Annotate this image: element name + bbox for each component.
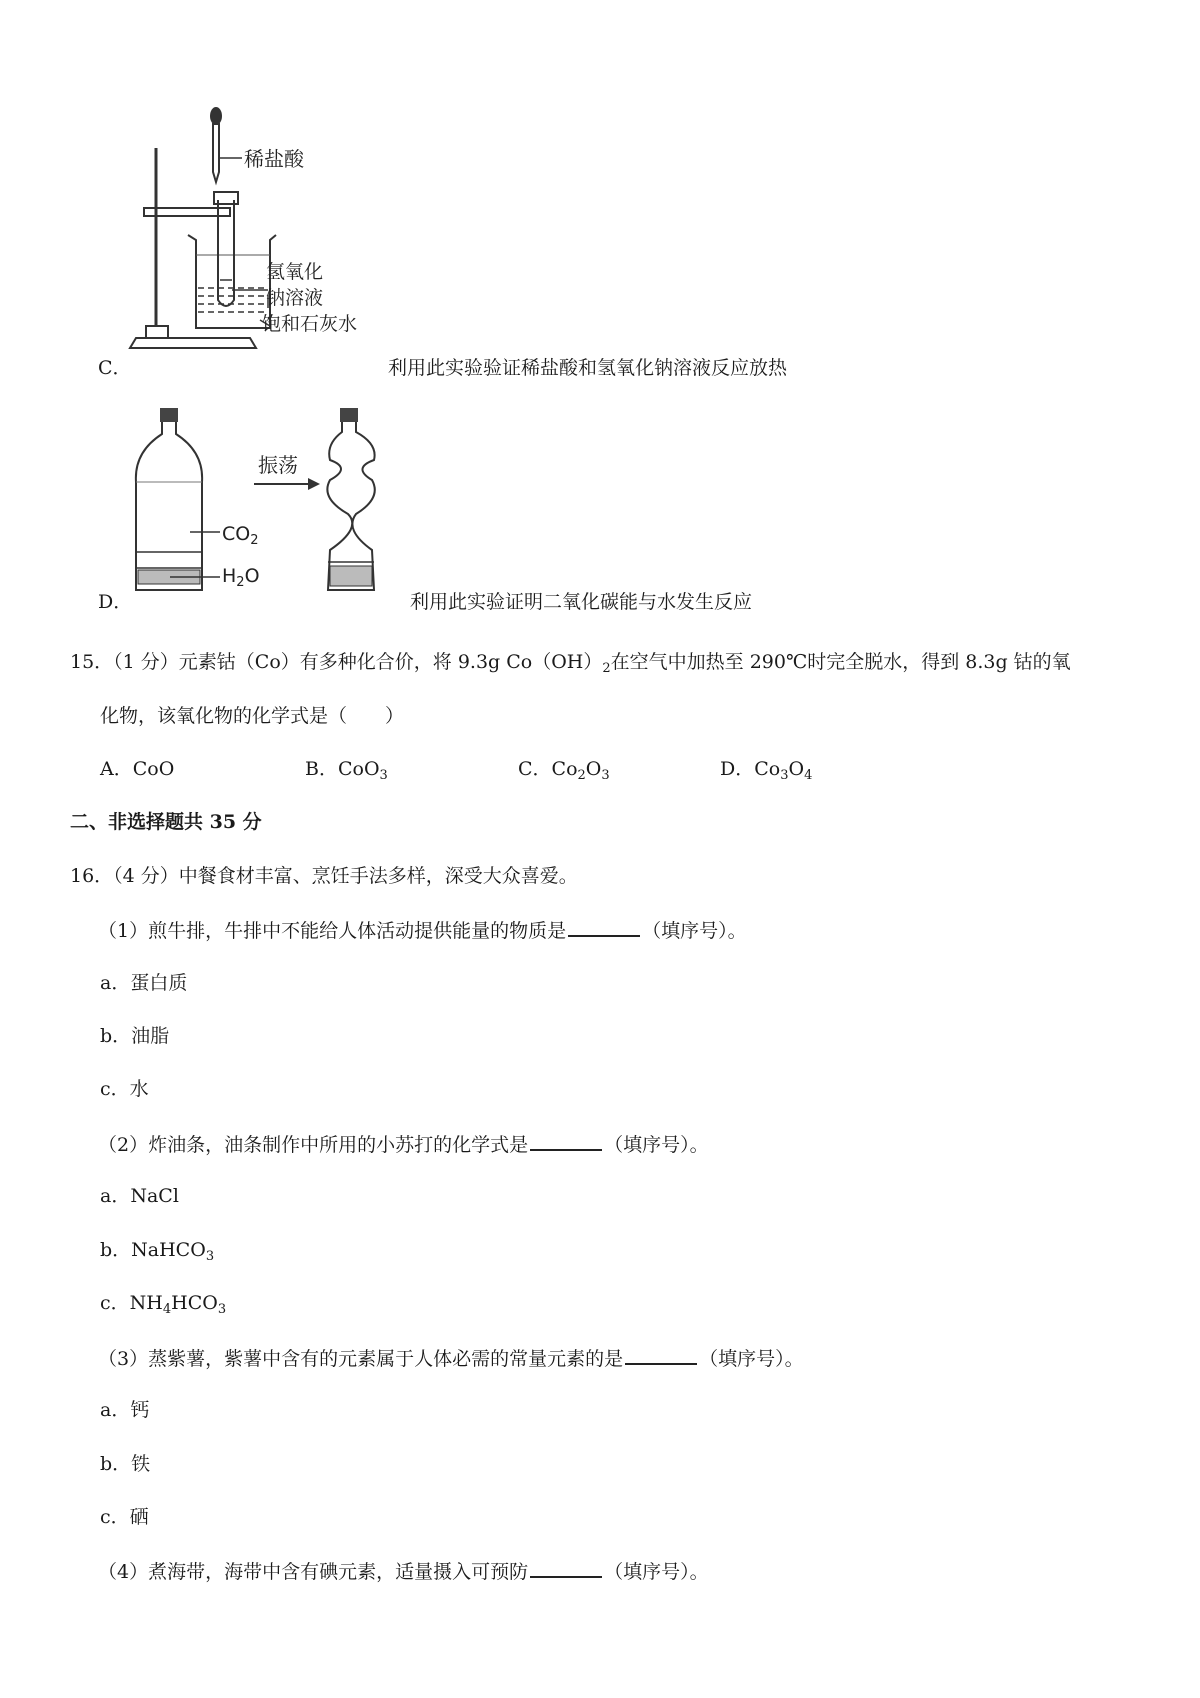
option-d-text: 利用此实验证明二氧化碳能与水发生反应 [410, 591, 753, 613]
label-h2o: $H_2O$ [222, 565, 260, 590]
q15-line2: 化物，该氧化物的化学式是（ ） [100, 705, 405, 727]
label-co2: $CO_2$ [222, 523, 259, 548]
option-c-text: 利用此实验验证稀盐酸和氢氧化钠溶液反应放热 [388, 357, 788, 379]
q16-intro: 16．（4 分）中餐食材丰富、烹饪手法多样，深受大众喜爱。 [70, 865, 578, 887]
q16-part2-option-c: c．$NH_4HCO_3$ [100, 1292, 227, 1317]
q15-option-c: C．$Co_2O_3$ [518, 758, 610, 783]
label-naoh-line1: 氢氧化 [266, 261, 324, 283]
q16-part1-option-b: b．油脂 [100, 1025, 170, 1047]
label-shake: 振荡 [258, 453, 298, 477]
label-naoh-line2: 钠溶液 [266, 287, 324, 309]
q16-part2: （2）炸油条，油条制作中所用的小苏打的化学式是 （填序号）。 [98, 1131, 709, 1157]
answer-blank-1[interactable] [568, 917, 640, 937]
q15-option-d: D．$Co_3O_4$ [720, 758, 813, 783]
label-limewater: 饱和石灰水 [262, 313, 358, 335]
q16-part1-option-a: a．蛋白质 [100, 972, 188, 994]
q16-part1-option-c: c．水 [100, 1078, 149, 1100]
option-d-letter: D． [98, 591, 133, 613]
q16-part1: （1）煎牛排，牛排中不能给人体活动提供能量的物质是 （填序号）。 [98, 917, 747, 943]
section-heading: 二、非选择题共 35 分 [70, 811, 262, 833]
figure-d-bottles [130, 402, 420, 602]
q16-part2-option-a: a．NaCl [100, 1185, 179, 1207]
q16-part3-option-a: a．钙 [100, 1399, 150, 1421]
figure-c-apparatus [120, 100, 380, 360]
option-c-letter: C． [98, 357, 132, 379]
answer-blank-4[interactable] [530, 1558, 602, 1578]
answer-blank-2[interactable] [530, 1131, 602, 1151]
q16-part4: （4）煮海带，海带中含有碘元素，适量摄入可预防 （填序号）。 [98, 1558, 709, 1584]
answer-blank-3[interactable] [625, 1345, 697, 1365]
q16-part3-option-b: b．铁 [100, 1453, 151, 1475]
q15-option-a: A．CoO [100, 758, 175, 780]
label-dilute-hcl: 稀盐酸 [244, 147, 304, 171]
q16-part3-option-c: c．硒 [100, 1506, 149, 1528]
q15-line1: 15．（1 分）元素钴（Co）有多种化合价，将 9.3g $Co(OH)_2$在空气中加热至 290℃时完全脱水，得到 8.3g 钴的氧 [70, 651, 1071, 676]
q15-option-b: B．CoO$_3$ [305, 758, 388, 783]
q16-part2-option-b: b．NaHCO$_3$ [100, 1239, 215, 1264]
q16-part3: （3）蒸紫薯，紫薯中含有的元素属于人体必需的常量元素的是 （填序号）。 [98, 1345, 804, 1371]
